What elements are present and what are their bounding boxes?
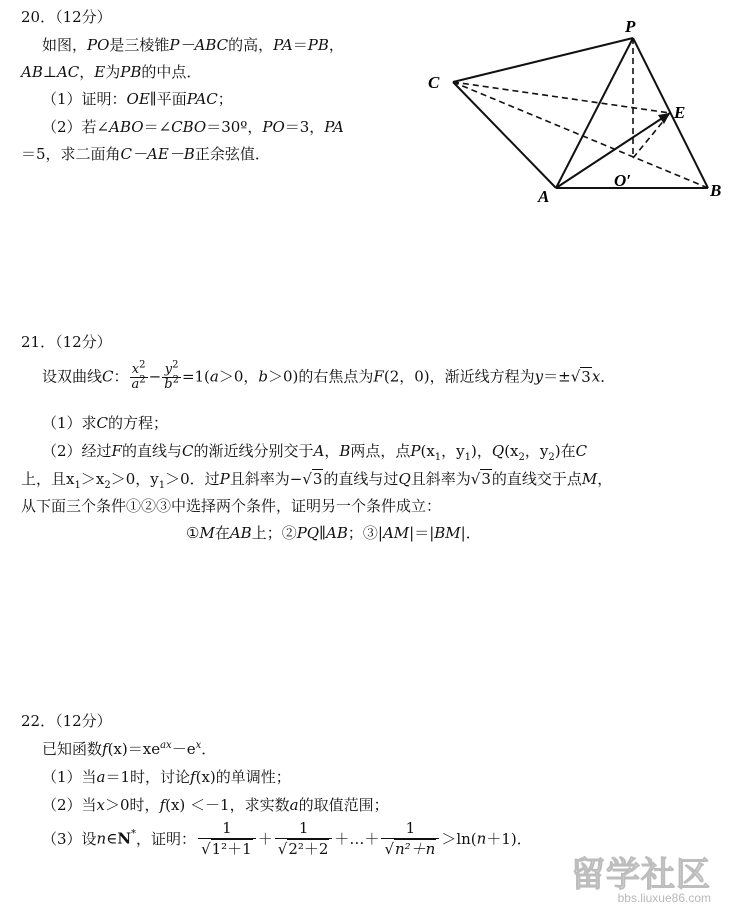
label-P: P <box>625 18 636 36</box>
q21-number: 21．（12分） <box>21 333 112 351</box>
q20-part2-line1: （2）若∠ABO＝∠CBO＝30º，PO＝3，PA <box>42 118 344 136</box>
q22-stem: 已知函数$f(x)=xe^{ax}-e^x$． <box>42 740 217 758</box>
segment-AE <box>556 113 670 188</box>
q21-part1: （1）求C的方程； <box>42 414 169 432</box>
q20-number: 20．（12分） <box>21 8 112 26</box>
q22-part2: （2）当x＞0时，f(x) ＜－1，求实数a的取值范围； <box>42 796 389 814</box>
edge-AP <box>556 38 633 188</box>
watermark-text: 留学社区 <box>571 855 711 895</box>
label-E: E <box>674 103 686 122</box>
q21-part2-line2: 上，且$x_1>x_2>0$，$y_1>0$．过P且斜率为−√3的直线与过Q且斜率为√3的直线交于点M， <box>21 470 613 491</box>
q22-number: 22．（12分） <box>21 712 112 730</box>
pyramid-diagram <box>420 18 730 208</box>
label-C: C <box>428 73 440 92</box>
segment-CE-hidden <box>453 82 670 113</box>
q22-part1: （1）当a＝1时，讨论f(x)的单调性； <box>42 768 291 786</box>
watermark-logo <box>559 847 719 907</box>
q20-part2-line2: ＝5，求二面角C－AE－B正余弦值． <box>21 145 270 163</box>
edge-CA <box>453 82 556 188</box>
watermark-url: bbs.liuxue86.com <box>617 891 711 905</box>
label-A: A <box>538 187 550 206</box>
label-B: B <box>710 181 722 200</box>
arrowhead-E <box>658 113 670 124</box>
q21-part2-line3: 从下面三个条件①②③中选择两个条件，证明另一个条件成立： <box>21 497 442 515</box>
q21-conditions: ①M在AB上；②PQ∥AB；③|AM|＝|BM|． <box>186 524 481 542</box>
edge-PB <box>633 38 708 188</box>
q20-part1: （1）证明：OE∥平面PAC； <box>42 90 233 108</box>
label-O: O′ <box>614 171 632 190</box>
edge-CP <box>453 38 633 82</box>
q20-stem-line1: 如图，PO是三棱锥P－ABC的高，PA＝PB， <box>42 36 344 54</box>
q20-stem-line2: AB⊥AC，E为PB的中点． <box>21 63 202 81</box>
q21-part2-line1: （2）经过F的直线与C的渐近线分别交于A，B两点，点$P(x_1$，$y_1$)，$Q(x_2$，$y_2$)在C <box>42 442 588 463</box>
q21-stem: 设双曲线C： $\frac{x^2}{a^2}$ − $\frac{y^2}{b^2}$ =1(a＞0，b＞0)的右焦点为F(2，0)，渐近线方程为y＝±√3x． <box>42 359 616 392</box>
q22-part3: （3）设n∈N*，证明： $\frac{1}{\text{√1²＋1}}$ ＋ $\frac{1}{\text{√2²＋2}}$ ＋…＋ $\frac{1}{\text{√n²＋n}}$ ＞ln(n＋1)． <box>42 819 532 858</box>
